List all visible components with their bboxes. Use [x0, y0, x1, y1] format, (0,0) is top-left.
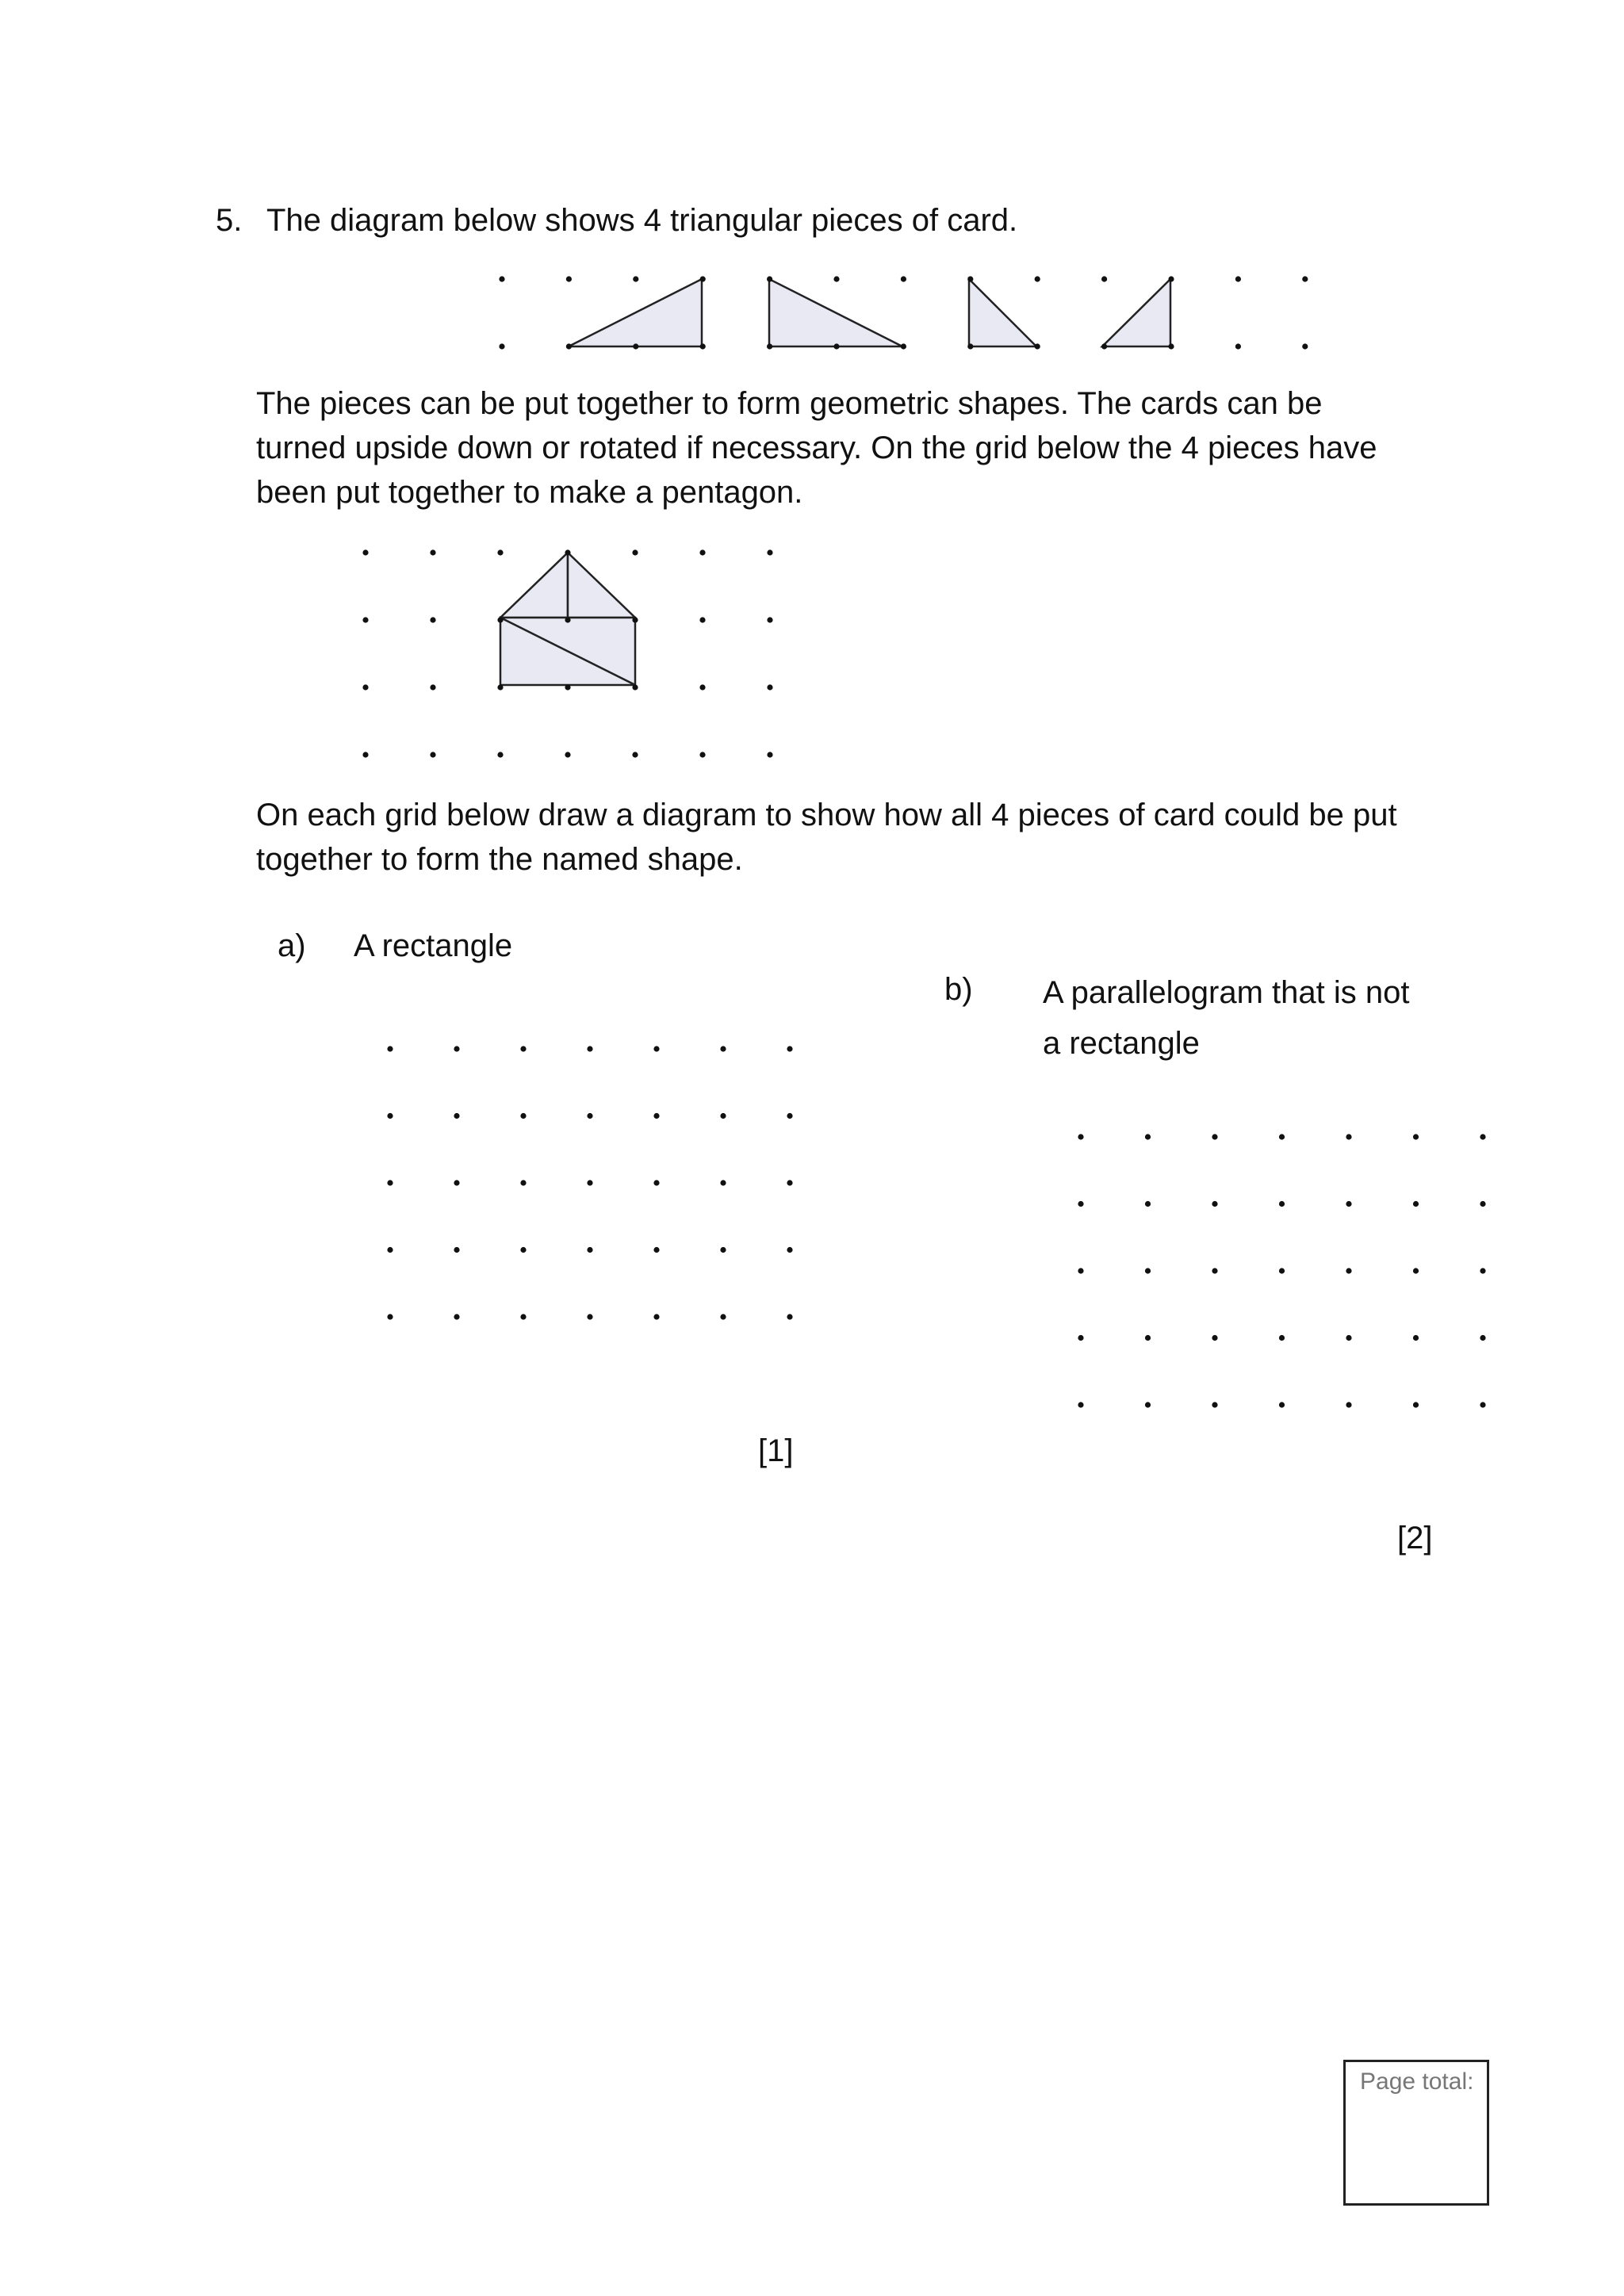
- grid-dot: [520, 1113, 526, 1119]
- grid-dot: [833, 276, 839, 281]
- grid-dot: [833, 343, 839, 349]
- grid-dot: [1168, 343, 1174, 349]
- grid-dot: [387, 1314, 393, 1319]
- grid-dot: [1346, 1335, 1351, 1341]
- grid-dot: [1279, 1134, 1285, 1139]
- page-total-box[interactable]: [1343, 2060, 1489, 2206]
- grid-dot: [587, 1113, 592, 1119]
- grid-dot: [430, 684, 435, 690]
- part-b-marks: [2]: [1397, 1521, 1433, 1556]
- grid-dot: [1413, 1335, 1419, 1341]
- grid-dot: [787, 1247, 792, 1253]
- grid-dot: [1279, 1335, 1285, 1341]
- grid-dot: [787, 1180, 792, 1185]
- grid-dot: [387, 1113, 393, 1119]
- grid-dot: [1413, 1134, 1419, 1139]
- grid-dot: [1101, 343, 1107, 349]
- grid-dot: [700, 276, 706, 281]
- task-line-2: together to form the named shape.: [256, 842, 743, 877]
- triangle-piece-3: [969, 279, 1036, 346]
- grid-dot: [767, 343, 772, 349]
- grid-dot: [587, 1180, 592, 1185]
- grid-dot: [565, 752, 570, 757]
- grid-dot: [565, 684, 570, 690]
- grid-dot: [767, 684, 772, 690]
- grid-dot: [430, 617, 435, 622]
- instructions-line-1: The pieces can be put together to form geometric shapes. The cards can be: [256, 386, 1323, 421]
- grid-dot: [1346, 1134, 1351, 1139]
- grid-dot: [653, 1180, 659, 1185]
- grid-dot: [1235, 276, 1241, 281]
- grid-dot: [1346, 1201, 1351, 1207]
- grid-dot: [1480, 1134, 1485, 1139]
- grid-dot: [632, 684, 638, 690]
- grid-dot: [720, 1046, 726, 1051]
- grid-dot: [1279, 1402, 1285, 1407]
- part-b-line-1: A parallelogram that is not: [1043, 975, 1410, 1010]
- grid-dot: [699, 684, 705, 690]
- grid-dot: [767, 752, 772, 757]
- grid-dot: [565, 549, 570, 555]
- grid-dot: [787, 1046, 792, 1051]
- grid-dot: [499, 343, 504, 349]
- grid-dot: [362, 617, 368, 622]
- grid-dot: [1078, 1335, 1083, 1341]
- grid-dot: [967, 343, 973, 349]
- grid-dot: [1212, 1335, 1217, 1341]
- grid-dot: [901, 343, 906, 349]
- grid-dot: [587, 1314, 592, 1319]
- grid-dot: [1078, 1402, 1083, 1407]
- grid-dot: [967, 276, 973, 281]
- grid-dot: [720, 1113, 726, 1119]
- grid-dot: [767, 549, 772, 555]
- grid-dot: [362, 752, 368, 757]
- grid-dot: [499, 276, 504, 281]
- grid-dot: [633, 343, 638, 349]
- grid-dot: [699, 549, 705, 555]
- grid-dot: [1078, 1201, 1083, 1207]
- grid-dot: [1212, 1268, 1217, 1273]
- grid-dot: [497, 752, 503, 757]
- grid-dot: [1145, 1402, 1151, 1407]
- grid-dot: [653, 1046, 659, 1051]
- grid-dot: [1101, 276, 1107, 281]
- grid-dot: [633, 276, 638, 281]
- grid-dot: [520, 1180, 526, 1185]
- grid-dot: [362, 549, 368, 555]
- grid-dot: [362, 684, 368, 690]
- grid-dot: [430, 549, 435, 555]
- grid-dot: [1212, 1402, 1217, 1407]
- pentagon-piece-right-roof: [568, 553, 635, 618]
- triangle-piece-4: [1102, 279, 1170, 346]
- grid-dot: [454, 1314, 459, 1319]
- grid-dot: [566, 276, 572, 281]
- grid-dot: [1145, 1134, 1151, 1139]
- grid-dot: [1145, 1268, 1151, 1273]
- part-b-label: b): [944, 972, 973, 1007]
- triangle-piece-2: [769, 279, 902, 346]
- grid-dot: [454, 1046, 459, 1051]
- grid-dot: [454, 1180, 459, 1185]
- grid-dot: [1302, 276, 1308, 281]
- grid-dot: [454, 1113, 459, 1119]
- triangle-piece-1: [569, 279, 702, 346]
- part-b-line-2: a rectangle: [1043, 1026, 1200, 1061]
- grid-dot: [1279, 1268, 1285, 1273]
- triangle-pieces-diagram: [499, 276, 1308, 349]
- part-a-text: A rectangle: [354, 928, 513, 963]
- grid-dot: [700, 343, 706, 349]
- grid-dot: [1480, 1402, 1485, 1407]
- grid-dot: [1346, 1402, 1351, 1407]
- grid-dot: [653, 1113, 659, 1119]
- grid-dot: [1035, 343, 1040, 349]
- grid-dot: [1480, 1335, 1485, 1341]
- grid-dot: [767, 276, 772, 281]
- grid-dot: [720, 1247, 726, 1253]
- grid-dot: [653, 1314, 659, 1319]
- grid-dot: [1235, 343, 1241, 349]
- grid-dot: [387, 1180, 393, 1185]
- part-a-label: a): [278, 928, 306, 963]
- grid-dot: [454, 1247, 459, 1253]
- grid-dot: [1413, 1268, 1419, 1273]
- part-a-marks: [1]: [758, 1433, 794, 1468]
- grid-dot: [653, 1247, 659, 1253]
- grid-dot: [430, 752, 435, 757]
- grid-dot: [497, 549, 503, 555]
- grid-dot: [699, 752, 705, 757]
- grid-dot: [387, 1046, 393, 1051]
- question-intro: The diagram below shows 4 triangular pieces of card.: [266, 203, 1018, 238]
- grid-dot: [1413, 1201, 1419, 1207]
- grid-dot: [497, 617, 503, 622]
- instructions-line-3: been put together to make a pentagon.: [256, 475, 803, 510]
- grid-dot: [1302, 343, 1308, 349]
- grid-dot: [1480, 1268, 1485, 1273]
- grid-dot: [1168, 276, 1174, 281]
- question-number: 5.: [216, 203, 243, 238]
- grid-dot: [565, 617, 570, 622]
- grid-dot: [587, 1046, 592, 1051]
- pentagon-diagram: [362, 549, 772, 757]
- grid-dot: [632, 549, 638, 555]
- grid-dot: [1413, 1402, 1419, 1407]
- grid-dot: [787, 1314, 792, 1319]
- grid-dot: [387, 1247, 393, 1253]
- grid-dot: [497, 684, 503, 690]
- grid-dot: [699, 617, 705, 622]
- grid-dot: [632, 617, 638, 622]
- grid-dot: [787, 1113, 792, 1119]
- grid-dot: [520, 1046, 526, 1051]
- grid-dot: [1078, 1268, 1083, 1273]
- grid-dot: [720, 1180, 726, 1185]
- grid-dot: [1212, 1201, 1217, 1207]
- answer-grid-b[interactable]: [1078, 1134, 1485, 1407]
- grid-dot: [520, 1314, 526, 1319]
- grid-dot: [1078, 1134, 1083, 1139]
- grid-dot: [1480, 1201, 1485, 1207]
- grid-dot: [1145, 1335, 1151, 1341]
- grid-dot: [1346, 1268, 1351, 1273]
- grid-dot: [1145, 1201, 1151, 1207]
- answer-grid-a[interactable]: [387, 1046, 792, 1319]
- instructions-line-2: turned upside down or rotated if necessary. On the grid below the 4 pieces have: [256, 430, 1377, 465]
- grid-dot: [1212, 1134, 1217, 1139]
- grid-dot: [1279, 1201, 1285, 1207]
- grid-dot: [767, 617, 772, 622]
- grid-dot: [520, 1247, 526, 1253]
- grid-dot: [632, 752, 638, 757]
- pentagon-piece-left-roof: [500, 553, 568, 618]
- grid-dot: [587, 1247, 592, 1253]
- page-total-label: Page total:: [1360, 2068, 1474, 2095]
- task-line-1: On each grid below draw a diagram to show how all 4 pieces of card could be put: [256, 798, 1397, 832]
- grid-dot: [901, 276, 906, 281]
- grid-dot: [720, 1314, 726, 1319]
- grid-dot: [1035, 276, 1040, 281]
- grid-dot: [566, 343, 572, 349]
